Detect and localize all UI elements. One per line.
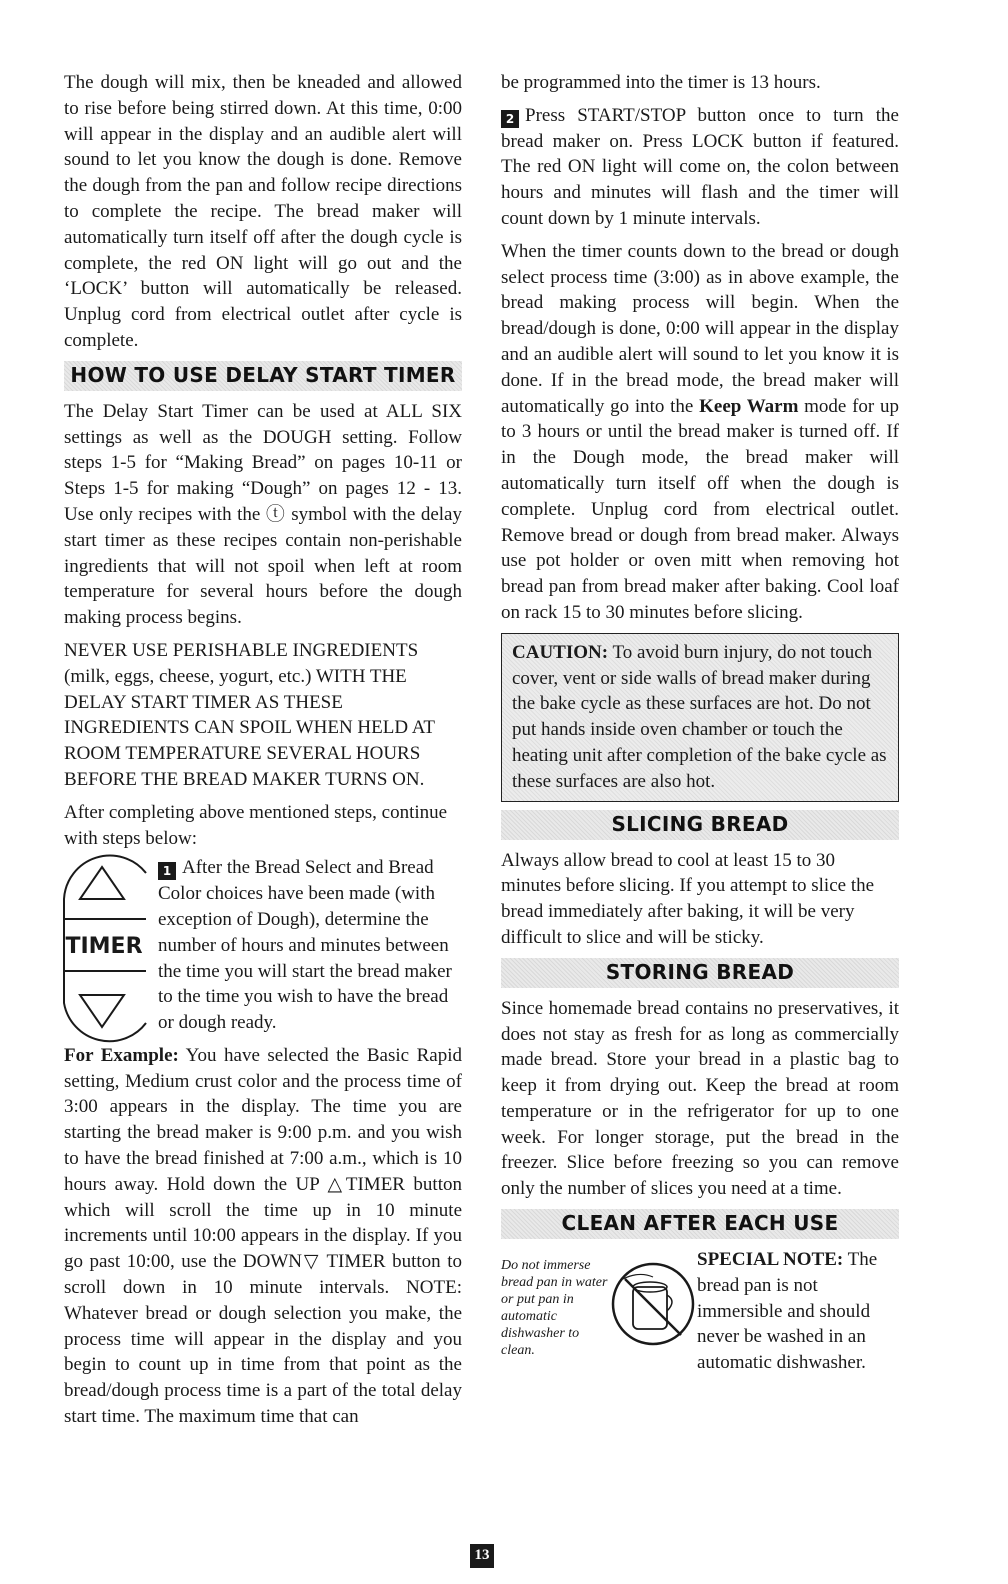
- example-label: For Example:: [64, 1044, 179, 1066]
- keep-warm-label: Keep Warm: [699, 395, 799, 417]
- caution-box: [501, 633, 899, 802]
- delay-timer-heading: HOW TO USE DELAY START TIMER: [64, 361, 462, 391]
- clean-after-use-heading: CLEAN AFTER EACH USE: [501, 1209, 899, 1239]
- page-number: 13: [470, 1544, 494, 1568]
- slicing-text: Always allow bread to cool at least 15 to 30 minutes before slicing. If you attempt to slice the bread immediately after baking, it will be very difficult to slice and will be sticky.: [501, 849, 875, 948]
- delay-timer-intro: The Delay Start Timer can be used at ALL SIX settings as well as the DOUGH setting. Follow steps 1-5 for “Making Bread” on pages 10-11 or Steps 1-5 for making “Dough” on pages 12 - 13. Use only recipes with the ⓣ symbol with the delay start timer as these recipes contain non-perishable ingredients that will not spoil when left at room temperature for several hours before the dough making process begins.: [64, 400, 462, 629]
- dishwasher-caption: Do not immerse bread pan in water or put pan in automatic dishwasher to clean.: [501, 1258, 608, 1359]
- caution-text: To avoid burn injury, do not touch cover, vent or side walls of bread maker during the bake cycle as these surfaces are hot. Do not put hands inside oven chamber or touch the heating unit after completion of the bake cycle as these surfaces are also hot.: [512, 641, 887, 792]
- example-text: You have selected the Basic Rapid setting, Medium crust color and the process time of 3:00 appears in the display. The time you are starting the bread maker is 9:00 p.m. and you wish to have the bread finished at 7:00 a.m., which is 10 hours away. Hold down the UP △TIMER button which will scroll the time up in 10 minute increments until 10:00 appears in the display. If you go past 10:00, use the DOWN▽ TIMER button to scroll down in 10 minute intervals. NOTE: Whatever bread or dough selection you make, the process time will appear in the display and you begin to count up in time from that point as the bread/dough process time is a part of the total delay start time. The maximum time that can: [64, 1044, 462, 1428]
- perishable-warning: NEVER USE PERISHABLE INGREDIENTS (milk, eggs, cheese, yogurt, etc.) WITH THE DELAY START TIMER AS THESE INGREDIENTS CAN SPOIL WHEN HELD AT ROOM TEMPERATURE SEVERAL HOURS BEFORE THE BREAD MAKER TURNS ON.: [64, 639, 435, 790]
- left-column: [64, 70, 462, 1437]
- step-2-block: [501, 103, 899, 232]
- step-1-block: [64, 855, 462, 1036]
- slicing-bread-heading: SLICING BREAD: [501, 810, 899, 840]
- timer-label: TIMER: [65, 934, 143, 960]
- right-column: [501, 70, 899, 1377]
- step-1-text: After the Bread Select and Bread Color choices have been made (with exception of Dough), determine the number of hours and minutes between the time you will start the bread maker to the time you wish to have the bread or dough ready.: [158, 857, 452, 1034]
- special-note-label: SPECIAL NOTE:: [697, 1249, 844, 1271]
- step-2-badge: 2: [501, 110, 519, 128]
- storing-bread-heading: STORING BREAD: [501, 958, 899, 988]
- clean-section: [501, 1247, 899, 1377]
- max-time-text: be programmed into the timer is 13 hours.: [501, 72, 821, 93]
- no-dishwasher-icon: [609, 1257, 697, 1351]
- continue-steps-text: After completing above mentioned steps, continue with steps below:: [64, 801, 448, 849]
- step-1-badge: 1: [158, 862, 176, 880]
- example-paragraph: [64, 1043, 462, 1430]
- bread-process-paragraph: When the timer counts down to the bread or dough select process time (3:00) as in above example, the bread making process will begin. When the bread/dough is done, 0:00 will appear in the display and an audible alert will sound to let you know it is done. If in the bread mode, the bread maker will automatically go into the Keep Warm mode for up to 3 hours or until the bread maker is turned off. If in the Dough mode, the bread maker will automatically turn itself off when the dough is complete. Unplug cord from electrical outlet. Remove bread or dough from bread maker. Always use pot holder or oven mitt when removing hot bread pan from bread maker after baking. Cool loaf on rack 15 to 30 minutes before slicing.: [501, 240, 899, 623]
- timer-buttons-icon: [58, 853, 154, 1043]
- special-note-text: The bread pan is not immersible and should never be washed in an automatic dishwasher.: [697, 1249, 878, 1374]
- dough-done-paragraph: The dough will mix, then be kneaded and allowed to rise before being stirred down. At this time, 0:00 will appear in the display and an audible alert will sound to let you know the dough is done. Remove the dough from the pan and follow recipe directions to complete the recipe. The bread maker will automatically turn itself off after the dough cycle is complete, the red ON light will go out and the ‘LOCK’ button will automatically be released. Unplug cord from electrical outlet after cycle is complete.: [64, 72, 462, 351]
- caution-label: CAUTION:: [512, 641, 609, 663]
- step-2-text: Press START/STOP button once to turn the bread maker on. Press LOCK button if featured. The red ON light will come on, the colon between hours and minutes will flash and the timer will count down by 1 minute intervals.: [501, 104, 899, 229]
- special-note: [697, 1247, 899, 1376]
- storing-text: Since homemade bread contains no preservatives, it does not stay as fresh for as long as commercially made bread. Store your bread in a plastic bag to keep it from drying out. Keep the bread at room temperature or in the refrigerator for up to one week. For longer storage, put the bread in the freezer. Slice before freezing so you can remove only the number of slices you need at a time.: [501, 997, 899, 1200]
